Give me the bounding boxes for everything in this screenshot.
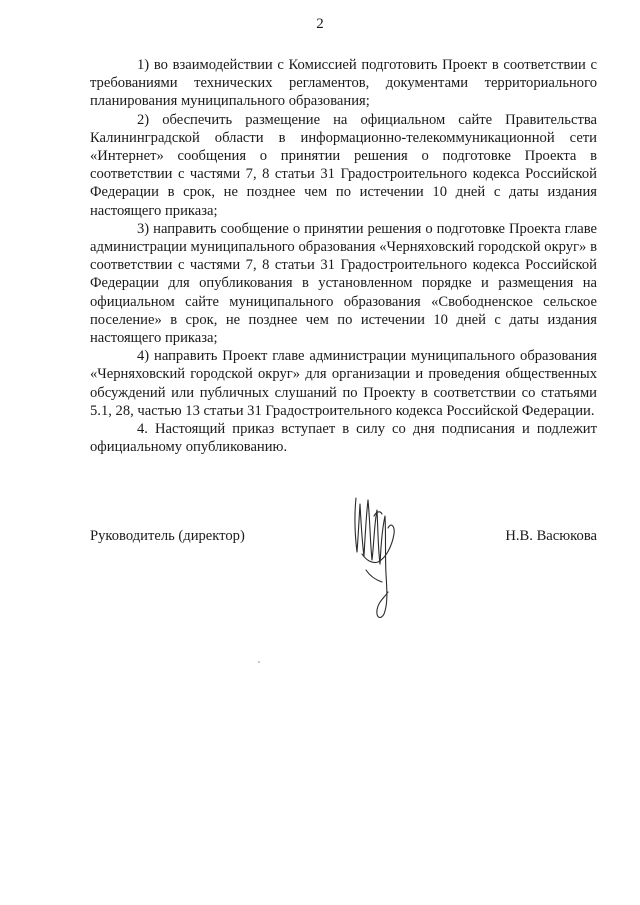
paragraph-item-2: 2) обеспечить размещение на официальном сайте Правительства Калининградской области в информационно-телекоммуникационной сети «Интернет» сообщения о принятии решения о подготовке Проекта в соответствии с частями 7, 8 статьи 31 Градостроительного кодекса Российской Федерации в срок, не позднее чем по истечении 10 дней с даты издания настоящего приказа; (90, 111, 597, 219)
paragraph-clause-4: 4. Настоящий приказ вступает в силу со дня подписания и подлежит официальному опубликованию. (90, 421, 597, 456)
signer-title: Руководитель (директор) (90, 528, 245, 544)
document-body (90, 56, 597, 456)
page-number: 2 (316, 16, 324, 32)
scan-speck (258, 661, 260, 663)
handwritten-signature (344, 490, 414, 625)
signer-name: Н.В. Васюкова (505, 528, 597, 544)
paragraph-item-1: 1) во взаимодействии с Комиссией подготовить Проект в соответствии с требованиями технических регламентов, документами территориального планирования муниципального образования; (90, 57, 597, 110)
paragraph-item-3: 3) направить сообщение о принятии решения о подготовке Проекта главе администрации муниципального образования «Черняховский городской округ» в соответствии с частями 7, 8 статьи 31 Градостроительного кодекса Российской Федерации для опубликования в установленном порядке и размещения на официальном сайте муниципального образования «Свободненское сельское поселение» в срок, не позднее чем по истечении 10 дней с даты издания настоящего приказа; (90, 220, 597, 347)
paragraph-item-4: 4) направить Проект главе администрации муниципального образования «Черняховский городской округ» для организации и проведения общественных обсуждений или публичных слушаний по Проекту в соответствии со статьями 5.1, 28, частью 13 статьи 31 Градостроительного кодекса Российской Федерации. (90, 348, 597, 419)
